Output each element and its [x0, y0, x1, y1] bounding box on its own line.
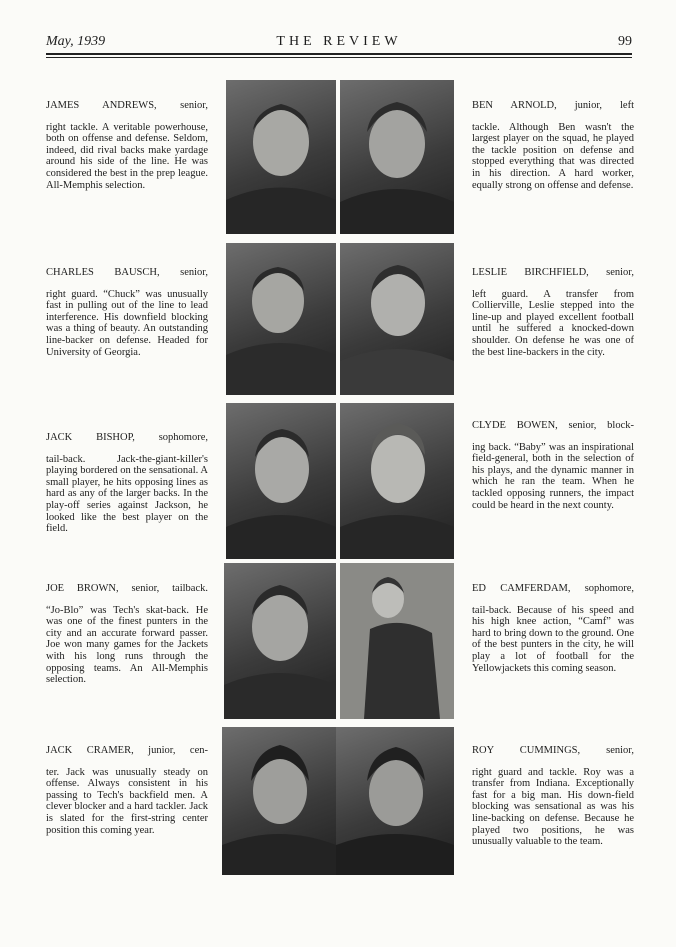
bio-jack-bishop: [46, 432, 208, 535]
bio-leslie-birchfield: [472, 267, 634, 358]
player-bio: right tackle. A veritable powerhouse, both on offense and defense. Seldom, indeed, did rival backs make yardage around his side of the line. He was considered the best in the prep league. All-Memphis selection.: [46, 121, 208, 191]
page-number: 99: [618, 34, 632, 49]
player-bio: tail-back. Because of his speed and his high knee action, “Camf” was hard to bring down to the ground. One of the best punters in the city, he will play a lot of football for the Yellowjackets this coming season.: [472, 604, 634, 674]
photo-charles-bausch: [226, 243, 336, 395]
photo-jack-cramer: [222, 727, 336, 875]
bio-jack-cramer: [46, 745, 208, 836]
photo-roy-cummings: [336, 727, 454, 875]
player-bio: tackle. Although Ben wasn't the largest player on the squad, he played the tackle position on defense and stopped everything that was directed in his direction. A hard worker, equally strong on offense and defense.: [472, 121, 634, 191]
issue-date: May, 1939: [46, 34, 106, 49]
header-rule-thick: [46, 53, 632, 55]
player-bio: left guard. A transfer from Collierville, Leslie stepped into the line-up and played excellent football until he suffered a knocked-down shoulder. On defense he was one of the best line-backers in the city.: [472, 288, 634, 358]
bio-charles-bausch: [46, 267, 208, 358]
player-bio: “Jo-Blo” was Tech's skat-back. He was one of the finest punters in the city and an accurate forward passer. Joe won many games for the Jackets with his long runs through the opposing teams. An All-Memphis selection.: [46, 604, 208, 686]
player-name: JAMES ANDREWS, senior,: [46, 100, 208, 111]
player-bio: right guard and tackle. Roy was a transfer from Indiana. Exceptionally fast for a big man. His down-field blocking was sensational as was his line-backing on defense. Because he played two positions, he was unusually valuable to the team.: [472, 766, 634, 848]
bio-james-andrews: [46, 100, 208, 191]
player-bio: tail-back. Jack-the-giant-killer's playing bordered on the sensational. A small player, he hits opposing lines as hard as any of the larger backs. In the play-off series against Jackson, he looked like the best player on the field.: [46, 453, 208, 535]
photo-james-andrews: [226, 80, 336, 234]
bio-clyde-bowen: [472, 420, 634, 511]
photo-ben-arnold: [340, 80, 454, 234]
header-rule-thin: [46, 57, 632, 58]
bio-roy-cummings: [472, 745, 634, 848]
bio-joe-brown: [46, 583, 208, 686]
player-name: ROY CUMMINGS, senior,: [472, 745, 634, 756]
player-name: CLYDE BOWEN, senior, block-: [472, 420, 634, 431]
player-name: ED CAMFERDAM, sophomore,: [472, 583, 634, 594]
photo-clyde-bowen: [340, 403, 454, 559]
player-bio: ing back. “Baby” was an inspirational field-general, both in the selection of his plays, and the dynamic manner in which he ran the team. When he tackled opposing runners, the impact could be heard in the next county.: [472, 441, 634, 511]
player-name: BEN ARNOLD, junior, left: [472, 100, 634, 111]
player-name: JACK CRAMER, junior, cen-: [46, 745, 208, 756]
page-header: [46, 34, 632, 52]
player-bio: right guard. “Chuck” was unusually fast in pulling out of the line to lead interference. His downfield blocking was a thing of beauty. An outstanding line-backer on defense. Headed for University of Georgia.: [46, 288, 208, 358]
player-name: CHARLES BAUSCH, senior,: [46, 267, 208, 278]
player-name: JACK BISHOP, sophomore,: [46, 432, 208, 443]
player-name: LESLIE BIRCHFIELD, senior,: [472, 267, 634, 278]
photo-ed-camferdam: [340, 563, 454, 719]
photo-jack-bishop: [226, 403, 336, 559]
publication-title: THE REVIEW: [276, 34, 402, 49]
photo-joe-brown: [224, 563, 336, 719]
photo-leslie-birchfield: [340, 243, 454, 395]
player-name: JOE BROWN, senior, tailback.: [46, 583, 208, 594]
player-bio: ter. Jack was unusually steady on offense. Always consistent in his passing to Tech's backfield men. A clever blocker and a hard tackler. Jack is slated for the first-string center position this coming year.: [46, 766, 208, 836]
bio-ed-camferdam: [472, 583, 634, 674]
bio-ben-arnold: [472, 100, 634, 191]
